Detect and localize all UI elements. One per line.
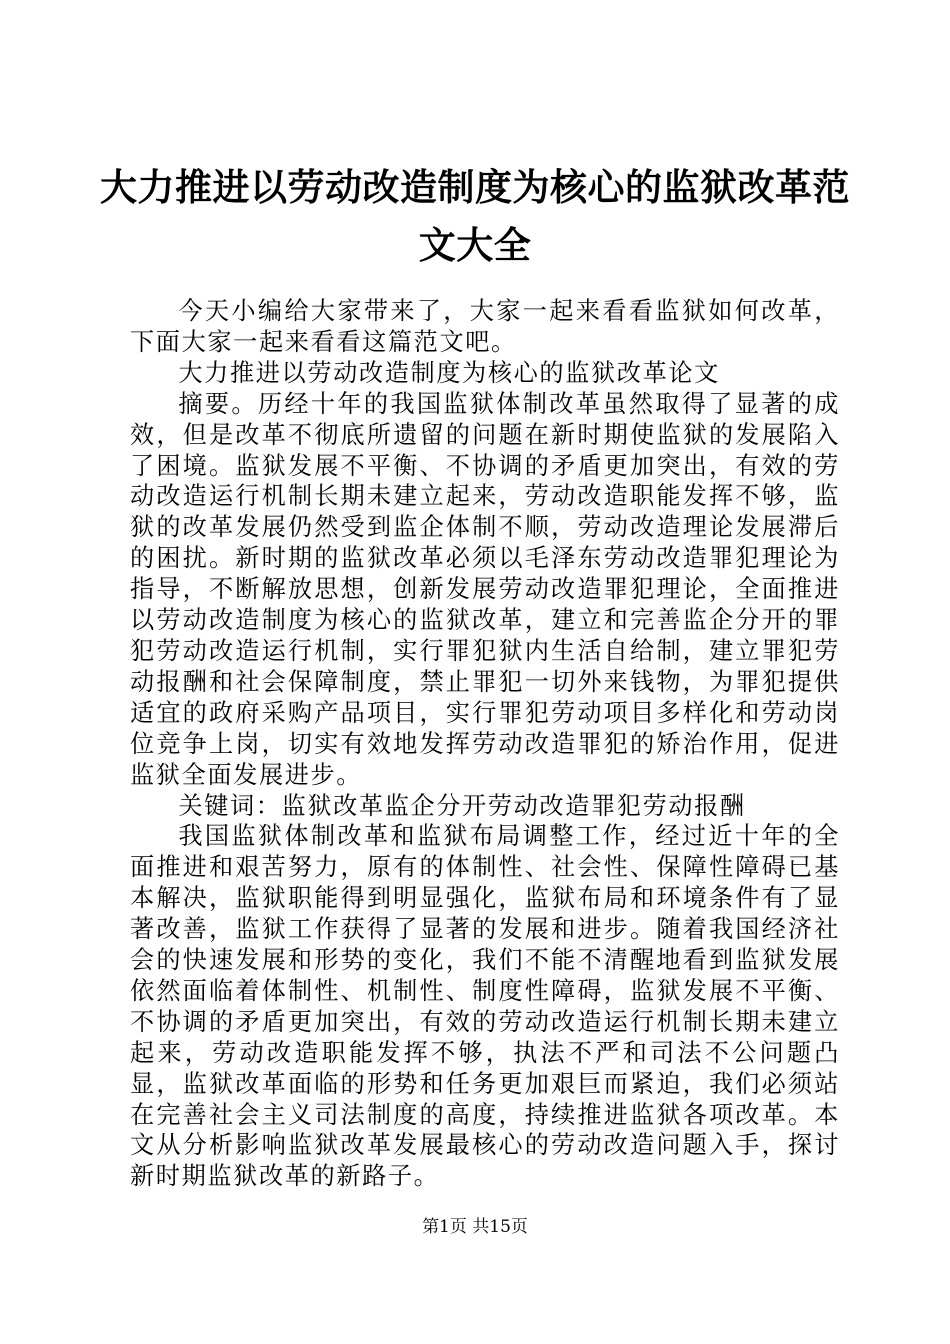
body-paragraph: 我国监狱体制改革和监狱布局调整工作，经过近十年的全面推进和艰苦努力，原有的体制性、社会性、保障性障碍已基本解决，监狱职能得到明显强化，监狱布局和环境条件有了显著改善，监狱工作获得了显著的发展和进步。随着我国经济社会的快速发展和形势的变化，我们不能不清醒地看到监狱发展依然面临着体制性、机制性、制度性障碍，监狱发展不平衡、不协调的矛盾更加突出，有效的劳动改造运行机制长期未建立起来，劳动改造职能发挥不够，执法不严和司法不公问题凸显，监狱改革面临的形势和任务更加艰巨而紧迫，我们必须站在完善社会主义司法制度的高度，持续推进监狱各项改革。本文从分析影响监狱改革发展最核心的劳动改造问题入手，探讨新时期监狱改革的新路子。 — [130, 822, 840, 1191]
document-body — [130, 296, 840, 1192]
abstract-paragraph: 摘要。历经十年的我国监狱体制改革虽然取得了显著的成效，但是改革不彻底所遗留的问题在新时期使监狱的发展陷入了困境。监狱发展不平衡、不协调的矛盾更加突出，有效的劳动改造运行机制长期未建立起来，劳动改造职能发挥不够，监狱的改革发展仍然受到监企体制不顺，劳动改造理论发展滞后的困扰。新时期的监狱改革必须以毛泽东劳动改造罪犯理论为指导，不断解放思想，创新发展劳动改造罪犯理论，全面推进以劳动改造制度为核心的监狱改革，建立和完善监企分开的罪犯劳动改造运行机制，实行罪犯狱内生活自给制，建立罪犯劳动报酬和社会保障制度，禁止罪犯一切外来钱物，为罪犯提供适宜的政府采购产品项目，实行罪犯劳动项目多样化和劳动岗位竞争上岗，切实有效地发挥劳动改造罪犯的矫治作用，促进监狱全面发展进步。 — [130, 389, 840, 789]
keywords-paragraph: 关键词：监狱改革监企分开劳动改造罪犯劳动报酬 — [178, 791, 746, 820]
article-heading: 大力推进以劳动改造制度为核心的监狱改革论文 — [178, 358, 720, 387]
intro-paragraph: 今天小编给大家带来了，大家一起来看看监狱如何改革，下面大家一起来看看这篇范文吧。 — [130, 297, 840, 356]
page-number: 第1页 共15页 — [422, 1217, 528, 1237]
document-title: 大力推进以劳动改造制度为核心的监狱改革范文大全 — [100, 165, 850, 267]
